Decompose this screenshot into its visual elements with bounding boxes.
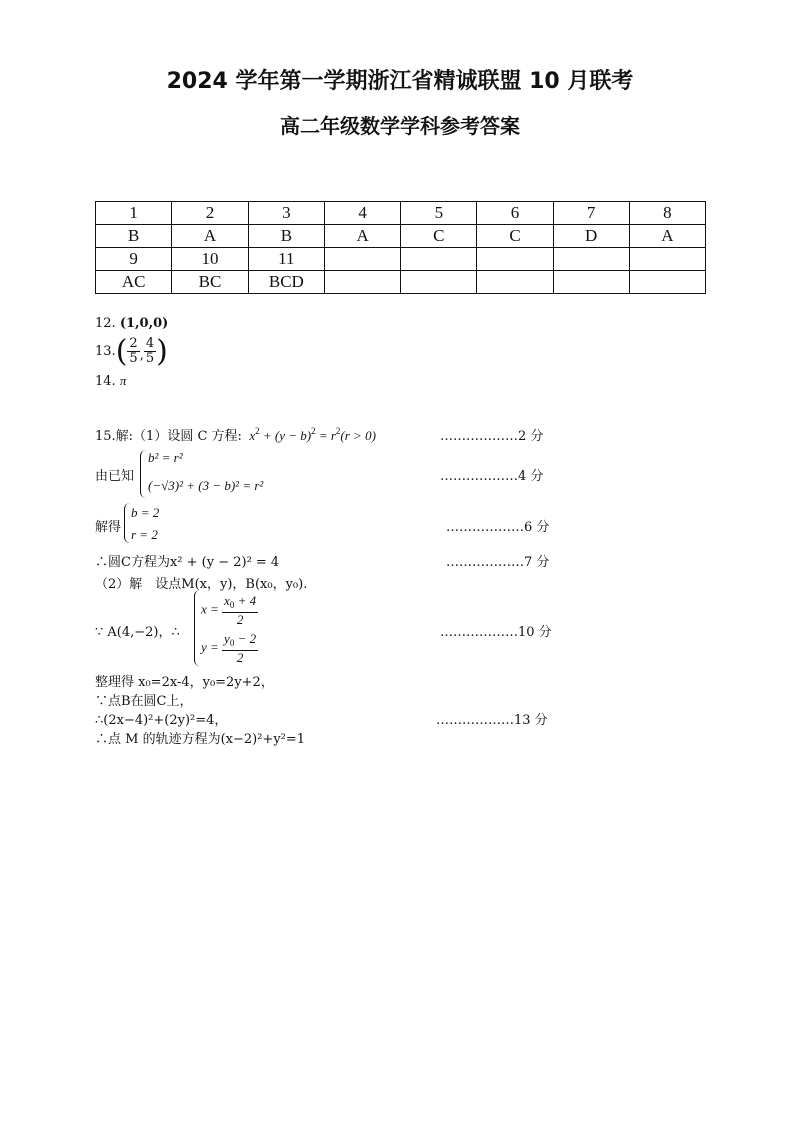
q15-line10: ∴点 M 的轨迹方程为(x−2)²+y²=1 <box>95 732 306 747</box>
table-cell: BCD <box>248 271 324 294</box>
table-cell <box>477 271 553 294</box>
table-cell: 1 <box>96 202 172 225</box>
system-eq: x = $\frac{x_0 + 4}{2}$ <box>201 593 257 627</box>
table-cell: 4 <box>325 202 401 225</box>
table-cell: A <box>629 225 705 248</box>
score-marker: ………………10 分 <box>440 625 552 640</box>
q15-line2-label: 由已知 <box>95 469 135 484</box>
system-eq: b² = r² <box>148 450 183 465</box>
brace <box>140 450 147 498</box>
q15-line1: 15.解:（1）设圆 C 方程: $x^2 + (y - b)^2 = r^2(r > 0)$ <box>95 426 376 444</box>
system-eq: y = $\frac{y_0 - 2}{2}$ <box>201 631 257 665</box>
table-cell <box>477 248 553 271</box>
table-cell: BC <box>172 271 248 294</box>
fraction: $\frac{2}{5}$ <box>129 336 138 366</box>
q15-line8: ∵点B在圆C上， <box>95 694 193 709</box>
table-cell: B <box>248 225 324 248</box>
system-eq: b = 2 <box>131 505 160 520</box>
table-cell: A <box>172 225 248 248</box>
table-cell: 8 <box>629 202 705 225</box>
score-marker: ………………2 分 <box>440 429 544 444</box>
q15-line5: （2）解 设点M(x，y)，B(x₀，y₀). <box>95 577 308 592</box>
table-cell: B <box>96 225 172 248</box>
table-cell: 6 <box>477 202 553 225</box>
table-cell <box>325 271 401 294</box>
circle-equation: $x^2 + (y - b)^2 = r^2(r > 0)$ <box>246 426 376 443</box>
q15-line4: ∴圆C方程为x² + (y − 2)² = 4 <box>95 555 280 570</box>
table-cell: 7 <box>553 202 629 225</box>
score-marker: ………………6 分 <box>446 520 550 535</box>
q15-line3-label: 解得 <box>95 520 122 535</box>
table-row <box>96 225 706 248</box>
q12-answer: 12. (1,0,0) <box>95 316 169 331</box>
table-row <box>96 202 706 225</box>
table-cell <box>553 248 629 271</box>
table-cell <box>629 248 705 271</box>
table-cell: 10 <box>172 248 248 271</box>
score-marker: ………………4 分 <box>440 469 544 484</box>
table-cell: 5 <box>401 202 477 225</box>
table-row <box>96 271 706 294</box>
table-cell: 3 <box>248 202 324 225</box>
table-row <box>96 248 706 271</box>
score-marker: ………………13 分 <box>436 713 548 728</box>
q15-line7: 整理得 x₀=2x-4，y₀=2y+2， <box>95 675 274 690</box>
brace <box>124 503 131 543</box>
table-cell: 2 <box>172 202 248 225</box>
q13-answer: 13.( $\frac{2}{5}$ , $\frac{4}{5}$ ) <box>95 334 168 369</box>
table-cell: C <box>401 225 477 248</box>
table-cell: AC <box>96 271 172 294</box>
q15-line6-label: ∵ A(4,−2)，∴ <box>95 625 180 640</box>
score-marker: ………………7 分 <box>446 555 550 570</box>
table-cell: 9 <box>96 248 172 271</box>
table-cell: 11 <box>248 248 324 271</box>
table-cell <box>401 271 477 294</box>
answer-table <box>95 201 706 294</box>
system-eq: r = 2 <box>131 527 158 542</box>
table-cell <box>629 271 705 294</box>
table-cell <box>325 248 401 271</box>
q15-line9: ∴(2x−4)²+(2y)²=4， <box>95 713 228 728</box>
table-cell: A <box>325 225 401 248</box>
table-cell: C <box>477 225 553 248</box>
table-cell <box>553 271 629 294</box>
q14-answer: 14. π <box>95 373 127 389</box>
page-title: 2024 学年第一学期浙江省精诚联盟 10 月联考 <box>166 69 634 94</box>
fraction: $\frac{4}{5}$ <box>145 336 155 366</box>
page-subtitle: 高二年级数学学科参考答案 <box>280 114 520 138</box>
table-cell: D <box>553 225 629 248</box>
system-eq: (−√3)² + (3 − b)² = r² <box>148 478 264 493</box>
brace <box>194 590 201 666</box>
table-cell <box>401 248 477 271</box>
